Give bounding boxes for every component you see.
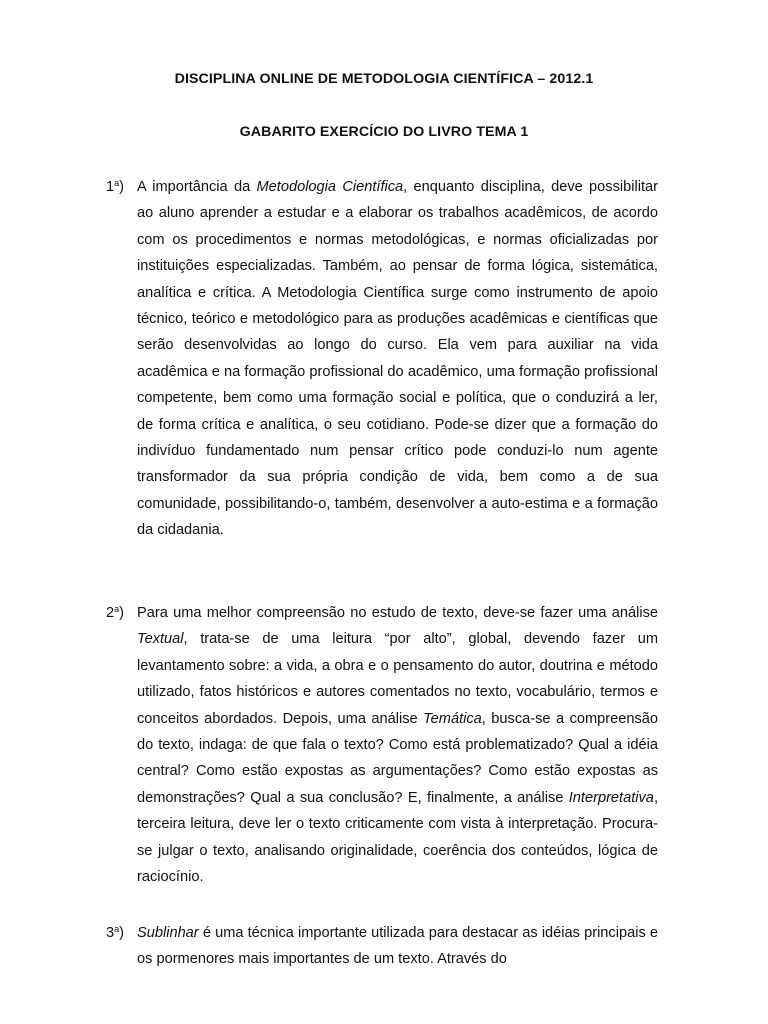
answer-text: Para uma melhor compreensão no estudo de texto, deve-se fazer uma análise Textual, trata-se de uma leitura “por alto”, global, devendo fazer um levantamento sobre: a vida, a obra e o pensamento do autor, doutrina e método utilizado, fatos históricos e autores comentados no texto, vocabulário, termos e conceitos abordados. Depois, uma análise Temática, busca-se a compreensão do texto, indaga: de que fala o texto? Como está problematizado? Qual a idéia central? Como estão expostas as argumentações? Como estão expostas as demonstrações? Qual a sua conclusão? E, finalmente, a análise Interpretativa, terceira leitura, deve ler o texto criticamente com vista à interpretação. Procura-se julgar o texto, analisando originalidade, coerência dos conteúdos, lógica de raciocínio. <box>137 605 658 886</box>
document-subtitle: GABARITO EXERCÍCIO DO LIVRO TEMA 1 <box>239 124 529 140</box>
answer-1 <box>106 174 658 544</box>
answer-3 <box>106 920 658 973</box>
answer-text: Sublinhar é uma técnica importante utilizada para destacar as idéias principais e os pormenores mais importantes de um texto. Através do <box>137 925 658 968</box>
answer-2 <box>106 600 658 890</box>
answer-number: 3$^a$) <box>106 924 125 941</box>
answer-text: A importância da Metodologia Científica, enquanto disciplina, deve possibilitar ao aluno aprender a estudar e a elaborar os trabalhos acadêmicos, de acordo com os procedimentos e normas metodológicas, e normas oficializadas por instituições especializadas. Também, ao pensar de forma lógica, sistemática, analítica e crítica. A Metodologia Científica surge como instrumento de apoio técnico, teórico e metodológico para as produções acadêmicas e científicas que serão desenvolvidas ao longo do curso. Ela vem para auxiliar na vida acadêmica e na formação profissional do acadêmico, uma formação profissional competente, bem como uma formação social e política, que o conduzirá a ler, de forma crítica e analítica, o seu cotidiano. Pode-se dizer que a formação do indivíduo fundamentado num pensar crítico pode conduzi-lo num agente transformador da sua própria condição de vida, bem como a de sua comunidade, possibilitando-o, também, desenvolver a auto-estima e a formação da cidadania. <box>137 179 658 539</box>
answer-number: 2$^a$) <box>106 604 125 621</box>
answer-number: 1$^a$) <box>106 178 125 195</box>
document-title: DISCIPLINA ONLINE DE METODOLOGIA CIENTÍFICA – 2012.1 <box>174 71 594 87</box>
